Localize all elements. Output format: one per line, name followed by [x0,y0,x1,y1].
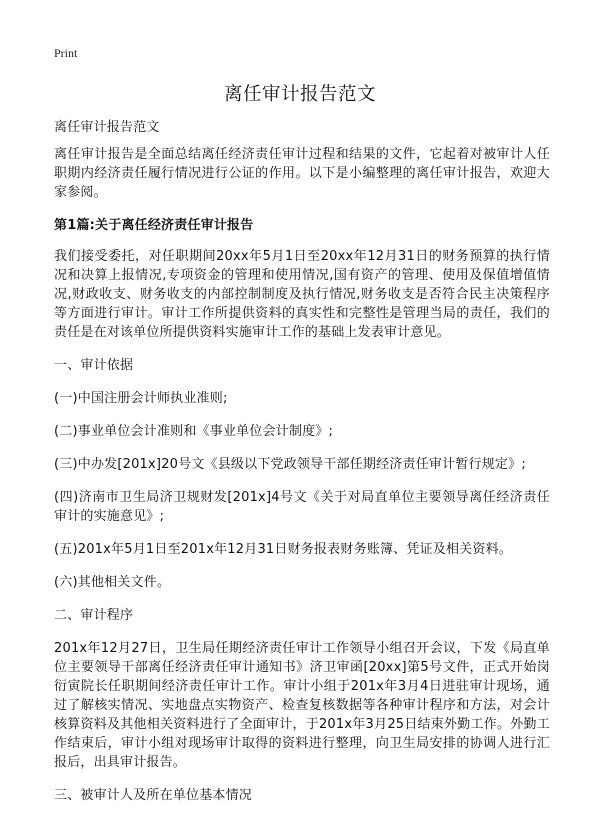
list-item: (四)济南市卫生局济卫规财发[201x]4号文《关于对局直单位主要领导离任经济责任审计的实施意见》; [54,490,550,524]
section-heading: 第1篇:关于离任经济责任审计报告 [54,218,254,233]
list-item: (一)中国注册会计师执业准则; [54,391,228,406]
intro-paragraph: 离任审计报告是全面总结离任经济责任审计过程和结果的文件，它起着对被审计人任职期内经济责任履行情况进行公证的作用。以下是小编整理的离任审计报告，欢迎大家参阅。 [54,147,550,200]
list-item: (六)其他相关文件。 [54,575,171,590]
list-item: (五)201x年5月1日至201x年12月31日财务报表财务账簿、凭证及相关资料。 [54,542,512,557]
section-subheading: 三、被审计人及所在单位基本情况 [54,788,253,803]
intro-title: 离任审计报告范文 [54,120,160,135]
section-subheading: 二、审计程序 [54,608,134,623]
body-paragraph: 201x年12月27日，卫生局任期经济责任审计工作领导小组召开会议，下发《局直单位主要领导干部离任经济责任审计通知书》济卫审函[20xx]第5号文件，正式开始岗衍寅院长任职期间经济责任审计工作。审计小组于201x年3月4日进驻审计现场，通过了解核实情况、实地盘点实物资产、检查复核数据等各种审计程序和方法，对会计核算资料及其他相关资料进行了全面审计，于201x年3月25日结束外勤工作。外勤工作结束后，审计小组对现场审计取得的资料进行整理，向卫生局安排的协调人进行汇报后，出具审计报告。 [54,641,550,770]
print-link[interactable]: Print [54,46,78,60]
section-subheading: 一、审计依据 [54,358,134,373]
list-item: (二)事业单位会计准则和《事业单位会计制度》; [54,424,334,439]
body-paragraph: 我们接受委托，对任职期间20xx年5月1日至20xx年12月31日的财务预算的执行情况和决算上报情况,专项资金的管理和使用情况,国有资产的管理、使用及保值增值情况,财政收支、财务收支的内部控制制度及执行情况,财务收支是否符合民主决策程序等方面进行审计。审计工作所提供资料的真实性和完整性是管理当局的责任，我们的责任是在对该单位所提供资料实施审计工作的基础上发表审计意见。 [54,249,550,340]
list-item: (三)中办发[201x]20号文《县级以下党政领导干部任期经济责任审计暂行规定》; [54,457,526,472]
document-body [54,118,550,805]
document-title: 离任审计报告范文 [223,84,376,105]
